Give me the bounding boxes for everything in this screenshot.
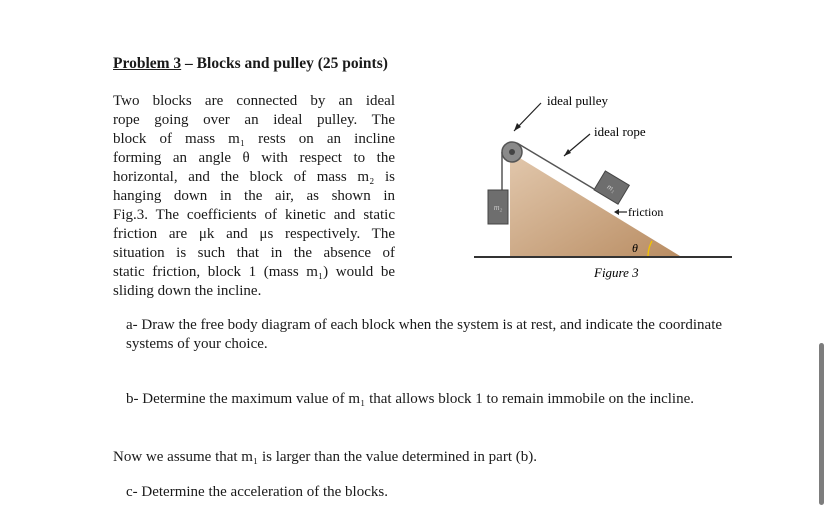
intro-line: sliding down the incline. (113, 283, 262, 299)
intro-line: friction are μk and μs respectively. The (113, 226, 395, 242)
intro-line: situation is such that in the absence of (113, 245, 395, 261)
intro-line: block of mass m₁ rests on an incline (113, 131, 395, 147)
intro-line: static friction, block 1 (mass m₁) would be (113, 264, 395, 280)
intro-line: Two blocks are connected by an ideal (113, 93, 395, 109)
intro-line: rope going over an ideal pulley. The (113, 112, 395, 128)
problem-title: Blocks and pulley (25 points) (196, 55, 388, 72)
intro-line: hanging down in the air, as shown in (113, 188, 395, 204)
label-ideal-rope: ideal rope (594, 124, 646, 139)
intro-line: Fig.3. The coefficients of kinetic and static (113, 207, 395, 223)
intro-line: forming an angle θ with respect to the (113, 150, 395, 166)
question-c: c- Determine the acceleration of the blocks. (126, 484, 388, 500)
block-m1-label: m₁ (605, 181, 618, 195)
rope-arrowhead-icon (564, 149, 571, 156)
block-m2-label: m₂ (493, 203, 503, 212)
label-friction: friction (628, 205, 664, 219)
problem-heading (113, 55, 388, 73)
incline-wedge (510, 152, 680, 256)
label-theta: θ (632, 241, 638, 255)
label-ideal-pulley: ideal pulley (547, 93, 609, 108)
problem-intro (113, 92, 395, 301)
assumption-text: Now we assume that m₁ is larger than the value determined in part (b). (113, 449, 537, 465)
pulley-axle-icon (509, 149, 515, 155)
vertical-scrollbar[interactable] (819, 343, 824, 505)
figure-3-diagram (470, 86, 740, 286)
question-b: b- Determine the maximum value of m₁ that allows block 1 to remain immobile on the incline. (126, 391, 695, 407)
friction-arrowhead-icon (614, 209, 619, 215)
problem-label: Problem 3 (113, 55, 182, 72)
block-m1 (594, 171, 629, 204)
figure-caption: Figure 3 (594, 265, 639, 280)
question-a: a- Draw the free body diagram of each block when the system is at rest, and indicate the coordinate systems of your choice. (126, 317, 723, 352)
heading-dash: – (181, 55, 197, 72)
intro-line: horizontal, and the block of mass m₂ is (113, 169, 395, 185)
